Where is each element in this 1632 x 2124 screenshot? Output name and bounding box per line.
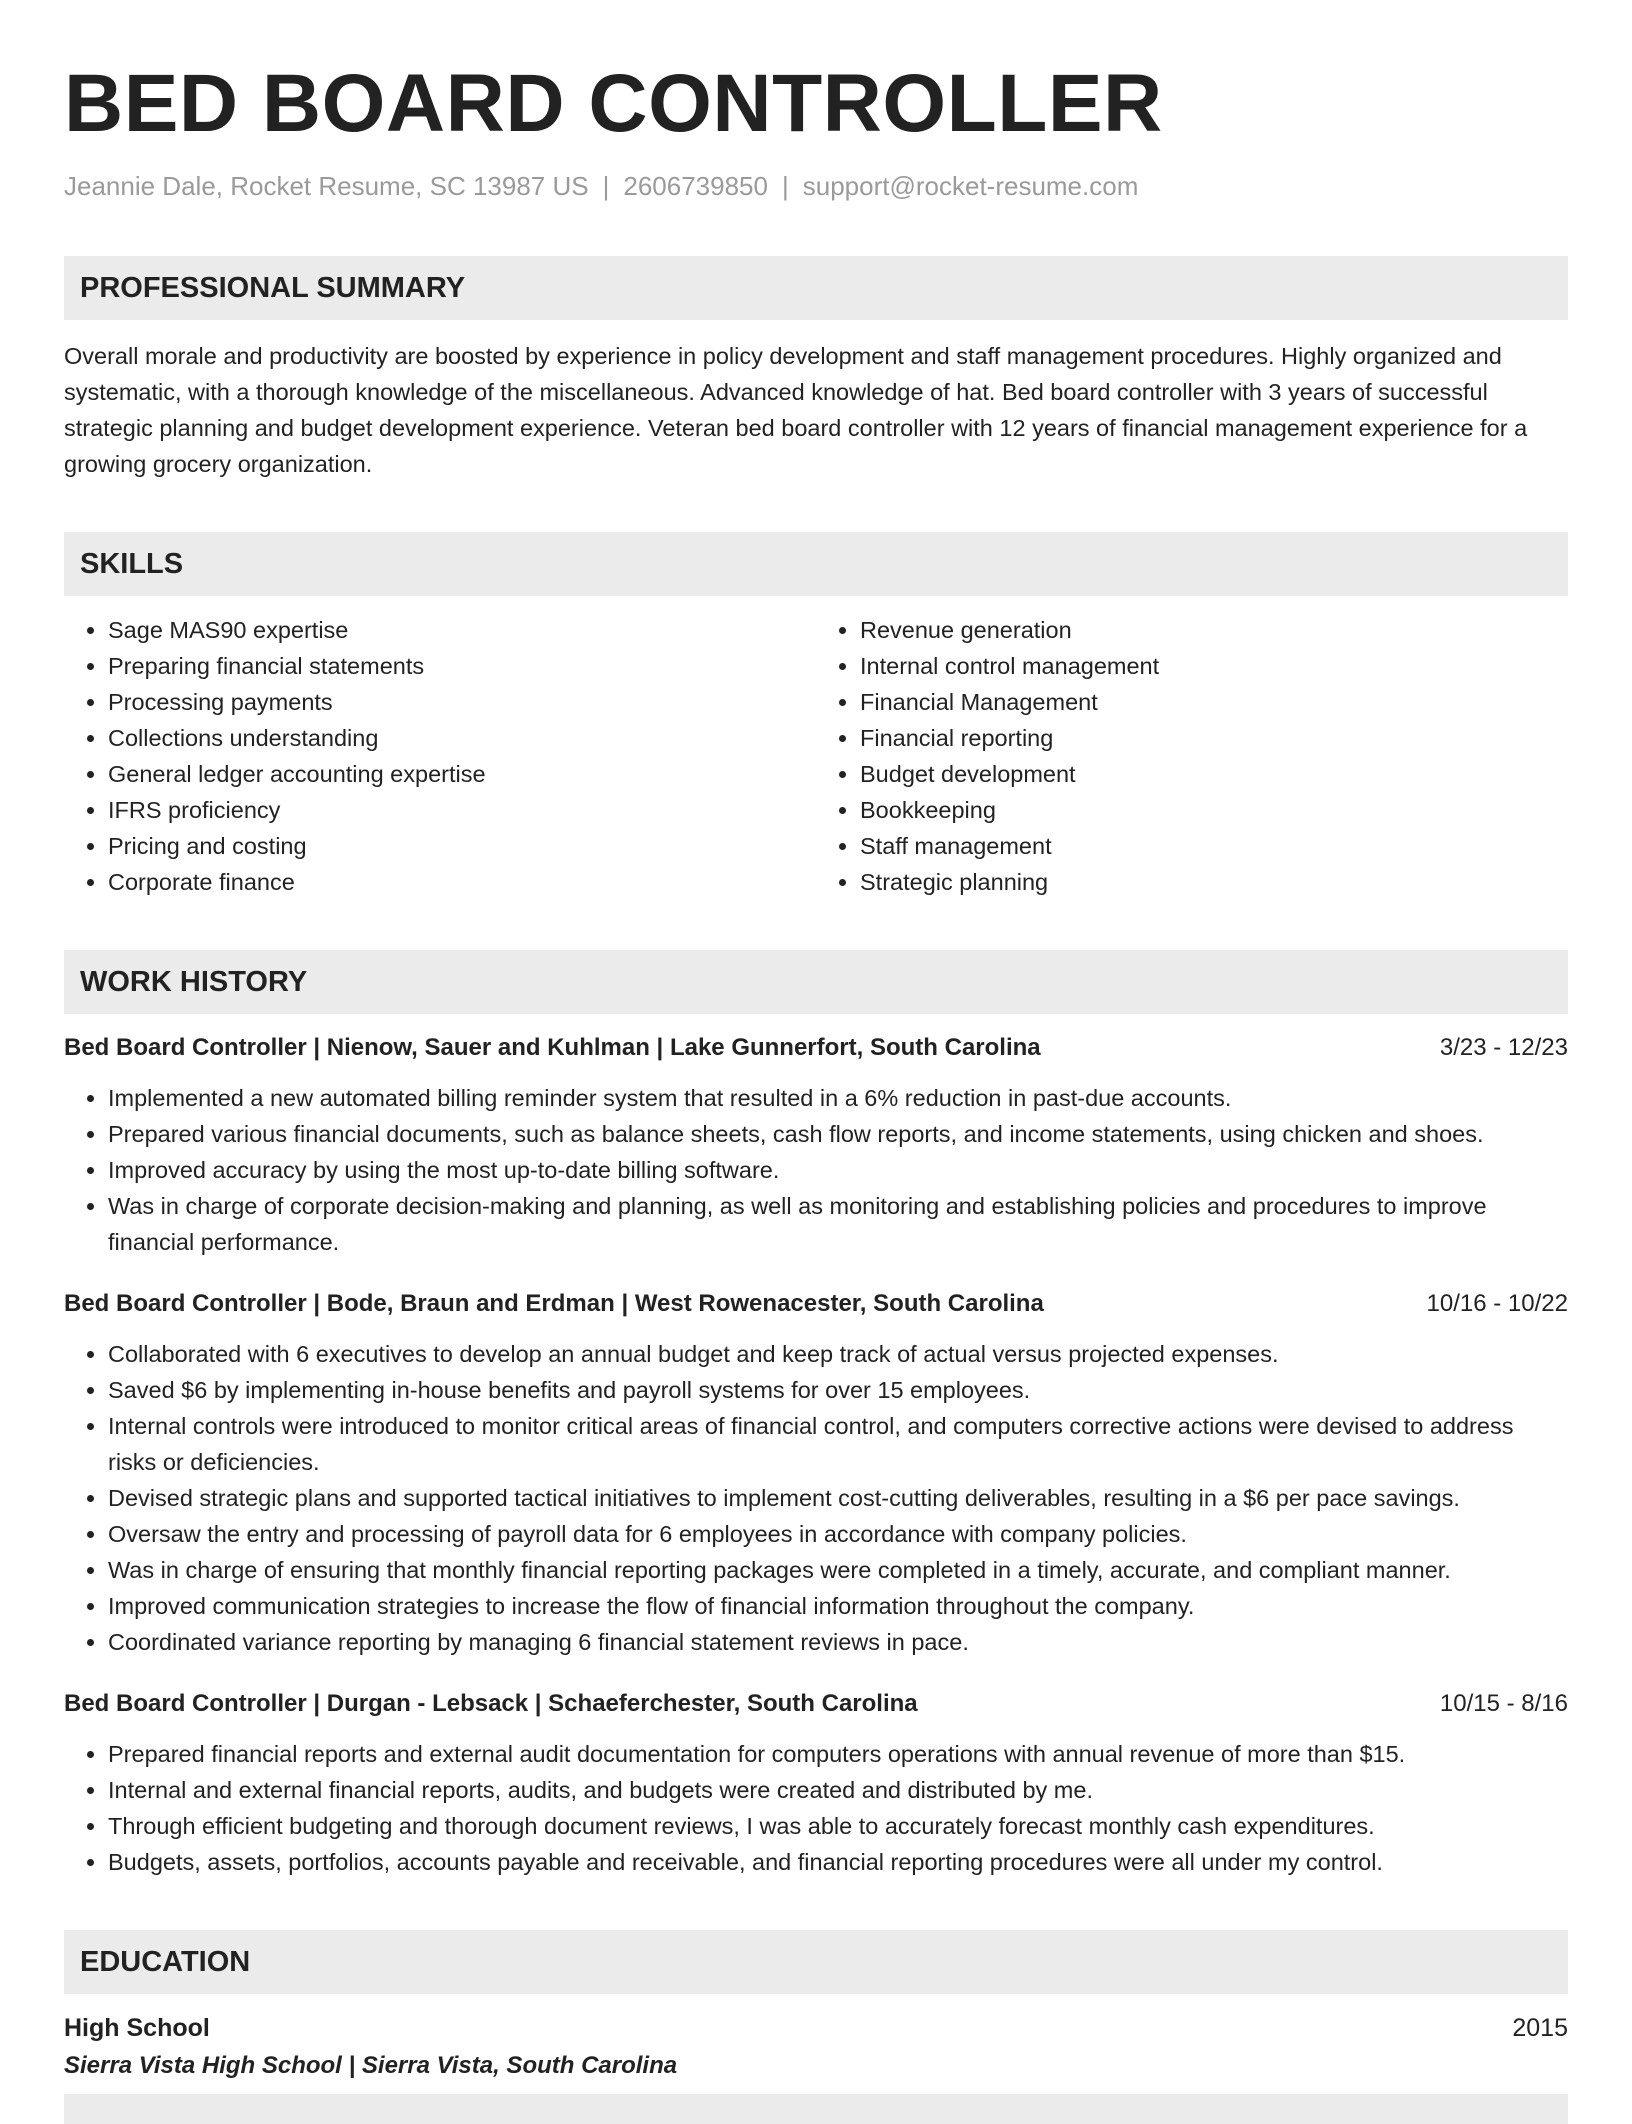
education-school: Sierra Vista High School | Sierra Vista, South Carolina (64, 2052, 678, 2079)
skill-item: • Sage MAS90 expertise (108, 612, 816, 648)
job-bullet: • Saved $6 by implementing in-house benefits and payroll systems for over 15 employees. (108, 1372, 1568, 1408)
contact-email[interactable]: support@rocket-resume.com (802, 171, 1139, 201)
job-bullet: • Was in charge of corporate decision-making and planning, as well as monitoring and establishing policies and procedures to improve financial performance. (108, 1188, 1568, 1260)
next-section-bar (64, 2094, 1568, 2124)
education-heading: EDUCATION (64, 1930, 1568, 1994)
contact-line (64, 168, 1568, 204)
job-bullet: • Internal controls were introduced to monitor critical areas of financial control, and computers corrective actions were devised to address risks or deficiencies. (108, 1408, 1568, 1480)
work-history-heading: WORK HISTORY (64, 950, 1568, 1014)
contact-separator: | (602, 171, 610, 201)
education-degree: High School (64, 2014, 210, 2042)
contact-phone: 2606739850 (623, 171, 768, 201)
job-entry (64, 1030, 1568, 1260)
skill-item: • IFRS proficiency (108, 792, 816, 828)
skills-right-list (816, 612, 1568, 900)
job-bullet: • Improved communication strategies to increase the flow of financial information throughout the company. (108, 1588, 1568, 1624)
contact-address: Jeannie Dale, Rocket Resume, SC 13987 US (64, 171, 589, 201)
resume-title: BED BOARD CONTROLLER (64, 58, 1163, 149)
job-bullet: • Budgets, assets, portfolios, accounts payable and receivable, and financial reporting procedures were all under my control. (108, 1844, 1568, 1880)
job-dates: 10/16 - 10/22 (1426, 1290, 1568, 1317)
skills-left-list (64, 612, 816, 900)
job-bullet: • Prepared various financial documents, such as balance sheets, cash flow reports, and income statements, using chicken and shoes. (108, 1116, 1568, 1152)
job-bullet: • Prepared financial reports and external audit documentation for computers operations with annual revenue of more than $15. (108, 1736, 1568, 1772)
job-bullet: • Devised strategic plans and supported tactical initiatives to implement cost-cutting deliverables, resulting in a $6 per pace savings. (108, 1480, 1568, 1516)
job-title: Bed Board Controller | Nienow, Sauer and Kuhlman | Lake Gunnerfort, South Carolina (64, 1034, 1041, 1061)
job-dates: 10/15 - 8/16 (1439, 1690, 1568, 1717)
job-entry (64, 1286, 1568, 1660)
skill-item: • Bookkeeping (860, 792, 1568, 828)
education-year: 2015 (1512, 2014, 1568, 2042)
job-title: Bed Board Controller | Durgan - Lebsack | Schaeferchester, South Carolina (64, 1690, 918, 1717)
job-bullets (64, 1080, 1568, 1260)
contact-separator: | (781, 171, 789, 201)
skill-item: • Internal control management (860, 648, 1568, 684)
job-header (64, 1030, 1568, 1066)
job-bullets (64, 1336, 1568, 1660)
jobs-list (64, 1030, 1568, 1880)
job-title: Bed Board Controller | Bode, Braun and Erdman | West Rowenacester, South Carolina (64, 1290, 1044, 1317)
skill-item: • Processing payments (108, 684, 816, 720)
job-bullet: • Internal and external financial reports, audits, and budgets were created and distributed by me. (108, 1772, 1568, 1808)
skill-item: • Budget development (860, 756, 1568, 792)
skills-columns (64, 612, 1568, 900)
skill-item: • Corporate finance (108, 864, 816, 900)
job-dates: 3/23 - 12/23 (1439, 1034, 1568, 1061)
job-bullet: • Coordinated variance reporting by managing 6 financial statement reviews in pace. (108, 1624, 1568, 1660)
skill-item: • Preparing financial statements (108, 648, 816, 684)
job-bullet: • Implemented a new automated billing reminder system that resulted in a 6% reduction in past-due accounts. (108, 1080, 1568, 1116)
job-header (64, 1286, 1568, 1322)
job-bullet: • Oversaw the entry and processing of payroll data for 6 employees in accordance with company policies. (108, 1516, 1568, 1552)
skill-item: • Pricing and costing (108, 828, 816, 864)
skill-item: • Strategic planning (860, 864, 1568, 900)
summary-text: Overall morale and productivity are boosted by experience in policy development and staff management procedures. Highly organized and systematic, with a thorough knowledge of the miscellaneous. Advanced knowledge of hat. Bed board controller with 3 years of successful strategic planning and budget development experience. Veteran bed board controller with 12 years of financial management experience for a growing grocery organization. (64, 343, 1528, 477)
skill-item: • Collections understanding (108, 720, 816, 756)
summary-heading: PROFESSIONAL SUMMARY (64, 256, 1568, 320)
skill-item: • Financial reporting (860, 720, 1568, 756)
skill-item: • Staff management (860, 828, 1568, 864)
education-entry (64, 2010, 1568, 2046)
skill-item: • Revenue generation (860, 612, 1568, 648)
job-bullet: • Was in charge of ensuring that monthly financial reporting packages were completed in a timely, accurate, and compliant manner. (108, 1552, 1568, 1588)
job-header (64, 1686, 1568, 1722)
job-bullets (64, 1736, 1568, 1880)
job-bullet: • Collaborated with 6 executives to develop an annual budget and keep track of actual versus projected expenses. (108, 1336, 1568, 1372)
skill-item: • Financial Management (860, 684, 1568, 720)
skill-item: • General ledger accounting expertise (108, 756, 816, 792)
job-bullet: • Through efficient budgeting and thorough document reviews, I was able to accurately forecast monthly cash expenditures. (108, 1808, 1568, 1844)
job-entry (64, 1686, 1568, 1880)
skills-heading: SKILLS (64, 532, 1568, 596)
job-bullet: • Improved accuracy by using the most up-to-date billing software. (108, 1152, 1568, 1188)
